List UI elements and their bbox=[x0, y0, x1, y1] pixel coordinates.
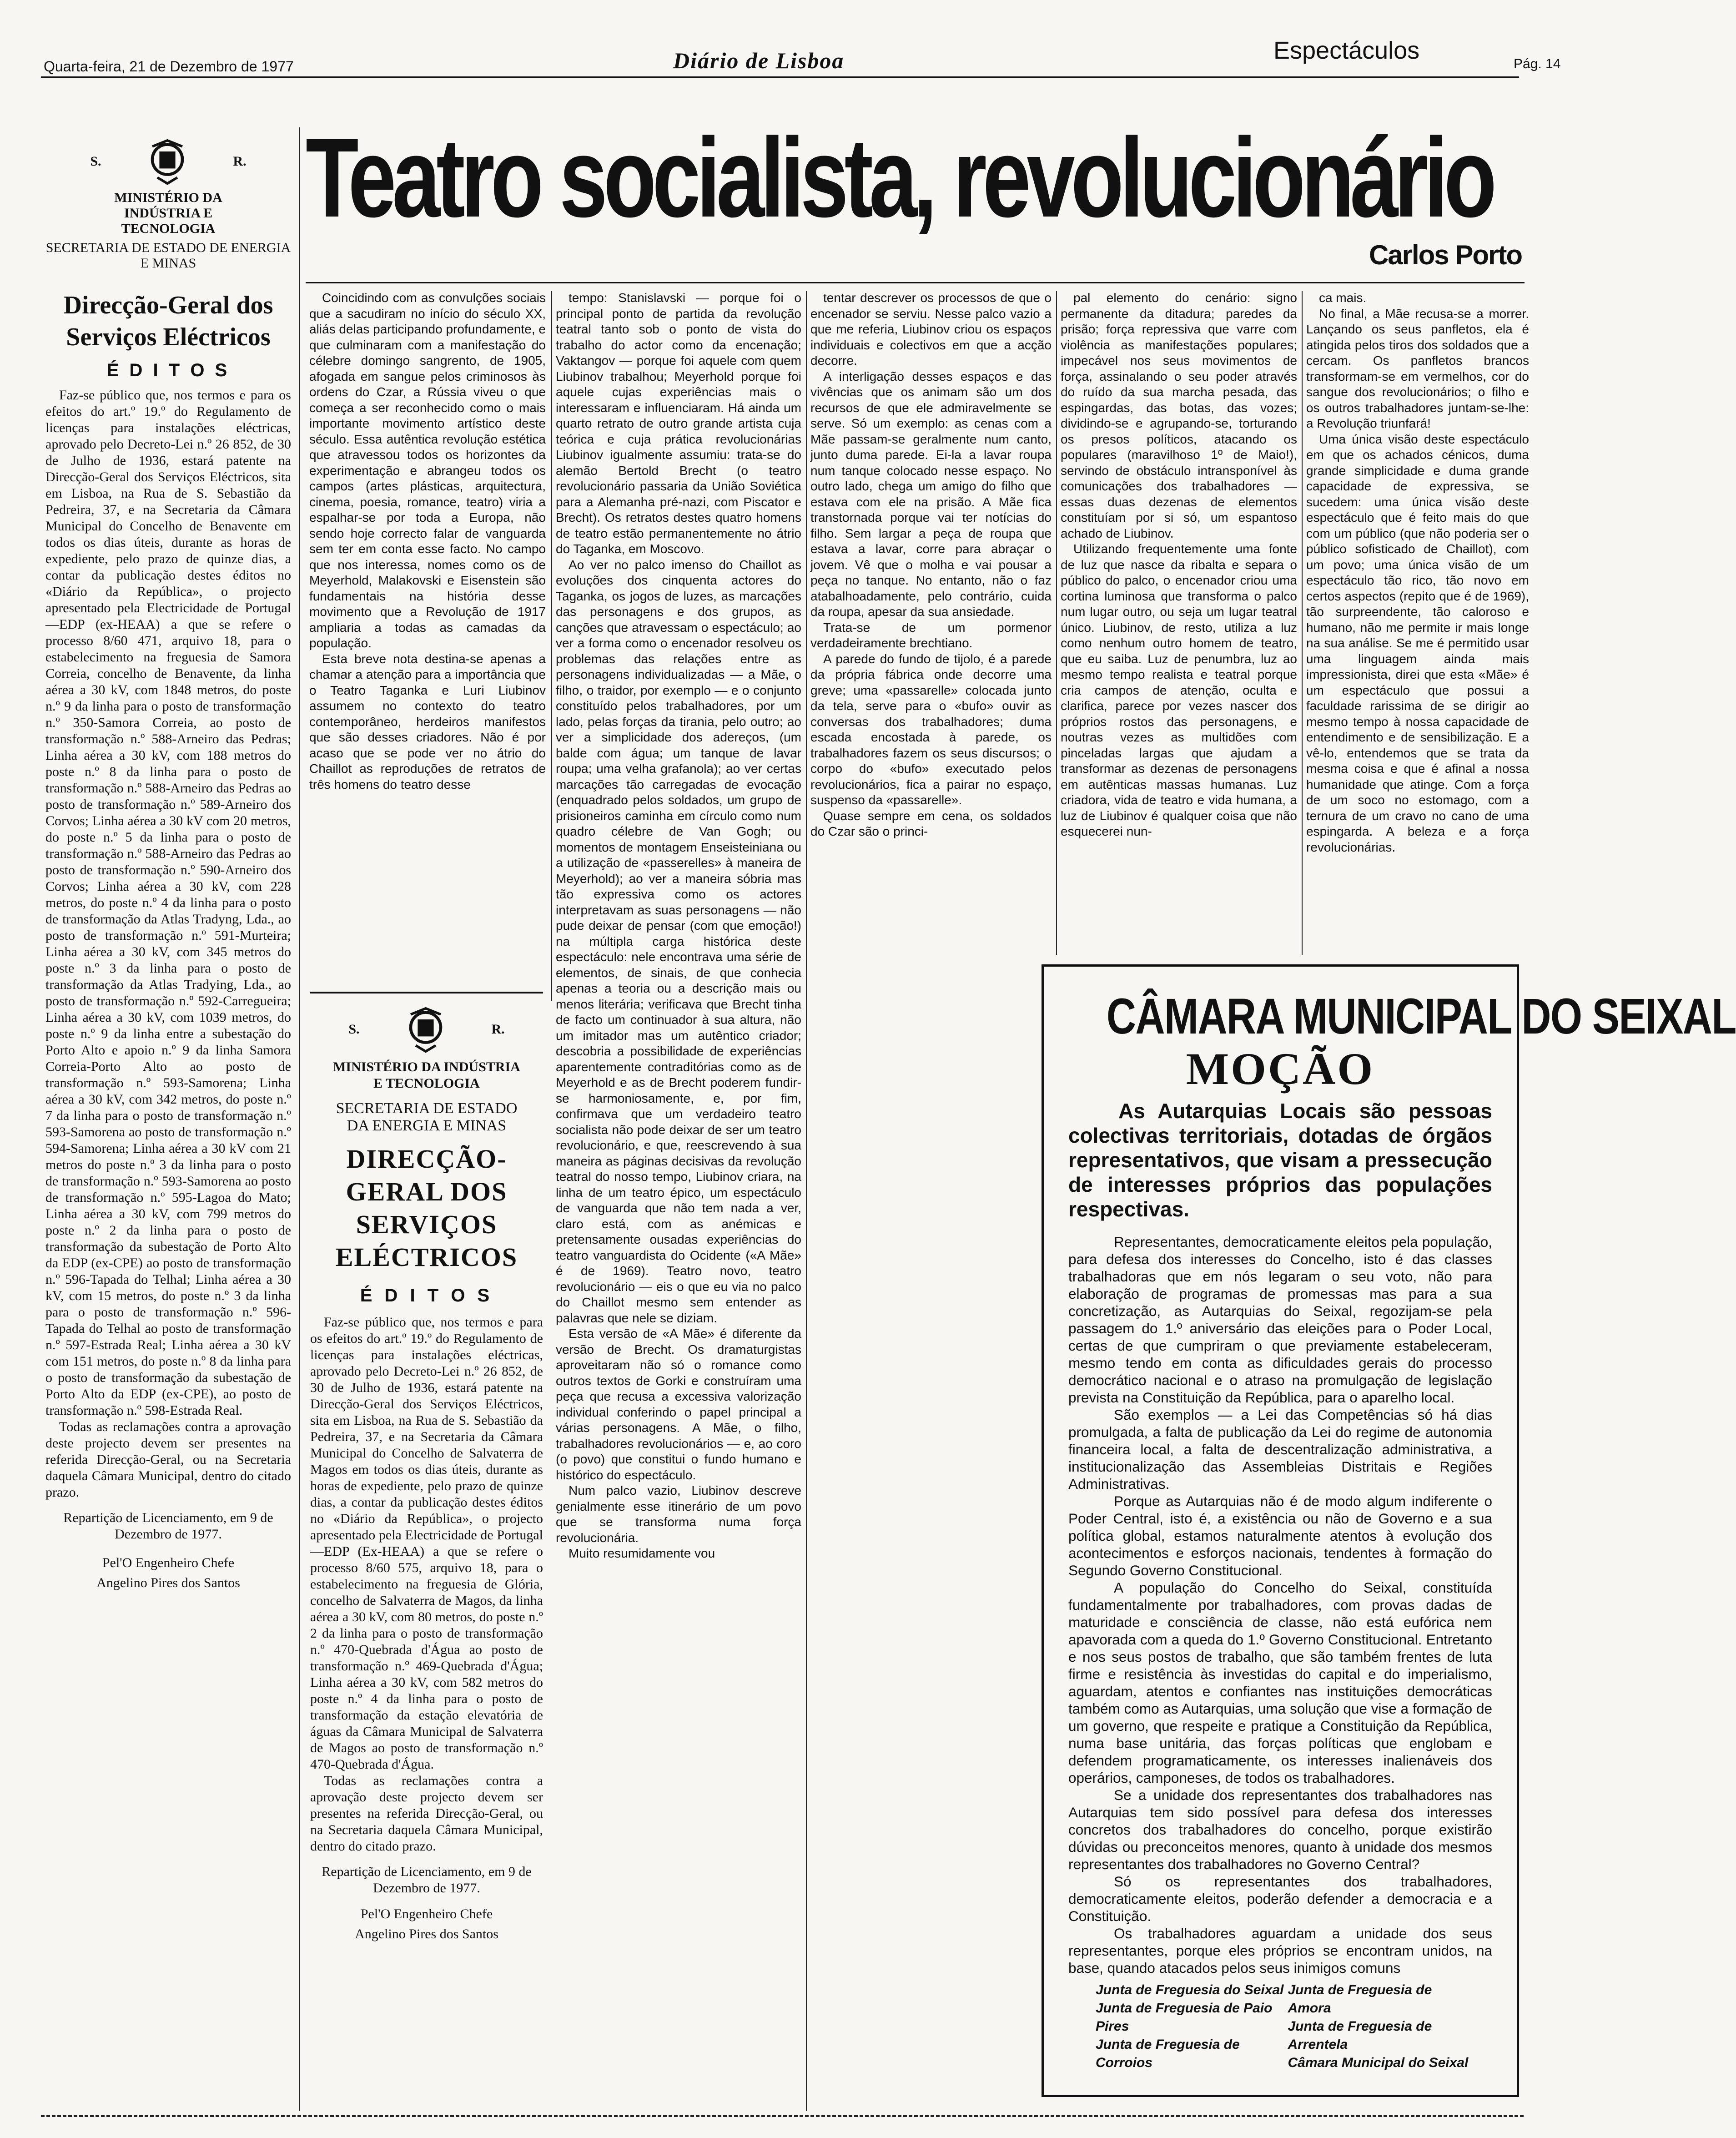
article-paragraph: Trata-se de um pormenor verdadeiramente brechtiano. bbox=[810, 620, 1052, 650]
mid-notice bbox=[310, 992, 543, 2108]
secretariat-name: SECRETARIA DE ESTADO DA ENERGIA E MINAS bbox=[336, 1100, 518, 1134]
article-paragraph: Uma única visão deste espectáculo em que os achados cénicos, duma grande simplicidade e duma grande capacidade de expressiva, se sucedem: uma única visão deste espectáculo que é feito mais do que com um público (que não poderia ser o público sofisticado de Chaillot), com um povo; uma única visão de um espectáculo tão rico, tão novo em certos aspectos (repito que é de 1969), tão surpreendente, tão caloroso e humano, não me permite ir mais longe na sua análise. Se me é permitido usar uma linguagem ainda mais impressionista, direi que esta «Mãe» é um espectáculo que possui a faculdade rarissima de se dirigir ao mesmo tempo à nossa capacidade de entendimento e de sensibilização. E a vê-lo, entendemos que se trata da mesma coisa e que é afinal a nossa humanidade que atinge. Com a força de um soco no estomago, com a ternura de um cravo no cano de uma espingarda. A beleza e a força revolucionárias. bbox=[1306, 432, 1529, 854]
motion-paragraph: Só os representantes dos trabalhadores, democraticamente eleitos, poderão defender a democracia e a Constituição. bbox=[1068, 1873, 1492, 1924]
column-rule bbox=[806, 291, 807, 2111]
article-paragraph: Utilizando frequentemente uma fonte de luz que nasce da ribalta e separa o público do palco, o encenador criou uma cortina luminosa que transforma o palco num lugar outro, ou seja um lugar teatral único. Liubinov, de resto, utiliza a luz como nenhum outro homem de teatro, que eu saiba. Luz de penumbra, luz ao mesmo tempo realista e teatral porque cria campos de atenção, oculta e clarifica, parece por vezes nascer dos próprios rostos das personagens, e noutras vezes as multidões com pinceladas largas que ajudam a transformar as dezenas de personagens em autênticas massas humanas. Luz criadora, vida de teatro e vida humana, a luz de Liubinov é qualquer coisa que não esquecerei nun- bbox=[1061, 542, 1297, 838]
motion-paragraph: Se a unidade dos representantes dos trabalhadores nas Autarquias tem sido possível para defesa dos interesses concretos dos trabalhadores do concelho, porque existirão dúvidas ou preconceitos menores, quanto à unidade dos mesmos representantes dos trabalhadores no Governo Central? bbox=[1068, 1787, 1492, 1872]
article-paragraph: Ao ver no palco imenso do Chaillot as evoluções dos cinquenta actores do Taganka, os jogos de luzes, as marcações das personagens e dos grupos, as canções que atravessam o espectáculo; ao ver a forma como o encenador resolveu os problemas das relações entre as personagens individualizadas — a Mãe, o filho, o traidor, por exemplo — e o conjunto constituído pelos trabalhadores, por um lado, pelas forças da tirania, pelo outro; ao ver a simplicidade dos adereços, (um balde com água; um tanque de lavar roupa; uma velha grafanola); ao ver certas marcações tão carregadas de evocação (enquadrado pelos soldados, um grupo de prisioneiros caminha em círculo como num quadro célebre de Van Gogh; ou momentos de montagem Enseisteiniana ou a utilização de «passerelles» à maneira de Meyerhold); ao ver a maneira sóbria mas tão expressiva como os actores interpretavam as suas personagens — não pude deixar de pensar (com que emoção!) na múltipla carga histórica deste espectáculo: nele encontrava uma série de elementos, de sinais, de que conhecia apenas a teoria ou a descrição mais ou menos literária; verificava que Brecht tinha de facto um continuador à sua altura, não um imitador mas um autêntico criador; descobria a possibilidade de experiências aparentemente contraditórias como as de Meyerhold e as de Brecht poderem fundir-se harmoniosamente, e, por fim, confirmava que um verdadeiro teatro socialista não pode deixar de ser um teatro revolucionário, e que, reescrevendo à sua maneira as páginas decisivas da revolução teatral do nosso tempo, Liubinov criara, na linha de um teatro épico, um espectáculo de vanguarda que não tem nada a ver, claro está, com as anémicas e pretensamente ousadas experiências do teatro vanguardista do Ocidente («A Mãe» é de 1969). Teatro novo, teatro revolucionário — eis o que eu via no palco do Chaillot mesmo sem entender as palavras que nele se diziam. bbox=[556, 557, 801, 1325]
article-paragraph: ca mais. bbox=[1319, 291, 1367, 305]
page-number: Pág. 14 bbox=[1514, 56, 1561, 71]
article-paragraph: No final, a Mãe recusa-se a morrer. Lançando os seus panfletos, ela é atingida pelos tiros dos soldados que a cercam. Os panfletos brancos transformam-se em vermelhos, cor do sangue dos revolucionários; o filho e os outros trabalhadores juntam-se-lhe: a Revolução triunfará! bbox=[1306, 306, 1529, 430]
seixal-body bbox=[1068, 1233, 1492, 1977]
byline-rule bbox=[306, 282, 1525, 283]
crest-s-letter: S. bbox=[90, 154, 101, 169]
editos-title: É D I T O S bbox=[106, 360, 230, 380]
mid-notice-crest bbox=[310, 1004, 543, 1054]
ministry-name: MINISTÉRIO DA INDÚSTRIA E TECNOLOGIA bbox=[114, 190, 222, 236]
column-rule bbox=[299, 127, 300, 2111]
seixal-lead: As Autarquias Locais são pessoas colectivas territoriais, dotadas de órgãos representativos, que visam a pressecução de interesses próprios das populações respectivas. bbox=[1068, 1099, 1492, 1221]
mid-notice-body bbox=[310, 1314, 543, 1855]
header-rule bbox=[41, 76, 1519, 78]
article-paragraph: Muito resumidamente vou bbox=[569, 1546, 715, 1560]
article-paragraph: A parede do fundo de tijolo, é a parede da própria fábrica onde decorre uma greve; uma «passarelle» colocada junto da tela, serve para o «bufo» ouvir as conversas dos trabalhadores; duma escada encostada à parede, os trabalhadores fazem os seus discursos; o corpo do «bufo» executado pelos revolucionários, fica a pairar no espaço, suspenso da «passarelle». bbox=[810, 651, 1052, 807]
directorate-name: Direcção-Geral dos Serviços Eléctricos bbox=[63, 291, 273, 351]
left-notice-body bbox=[45, 387, 291, 1501]
article-paragraph: A interligação desses espaços e das vivências que os animam são um dos recursos de que ele admiravelmente se serve. Só um exemplo: as cenas com a Mãe passam-se geralmente num canto, junto duma parede. Ei-la a lavar roupa num tanque colocado nesse espaço. No outro lado, chega um amigo do filho que estava com ele na prisão. A Mãe fica transtornada porque vai ter notícias do filho. Sem largar a peça de roupa que estava a lavar, corre para abraçar o jovem. Vê que o molha e vai pousar a peça no tanque. No entanto, não o faz atabalhoadamente, pelo contrário, cuida da roupa, apesar da sua ansiedade. bbox=[810, 369, 1052, 619]
motion-paragraph: Representantes, democraticamente eleitos pela população, para defesa dos interesses do Concelho, isto é das classes trabalhadoras que em nós legaram o seu voto, não para elaboração de programas de promessas mas para a sua concretização, as Autarquias do Seixal, regozijam-se pela passagem do 1.º aniversário das eleições para o Poder Local, certas de que cumpriram o que previamente estabeleceram, mesmo tendo em conta as dificuldades gerais do processo democrático nacional e o atraso na promulgação de legislação prevista na Constituição da República, para o aparelho local. bbox=[1068, 1234, 1492, 1406]
newspaper-name: Diário de Lisboa bbox=[673, 48, 845, 73]
crest-r-letter: R. bbox=[233, 154, 247, 169]
signatory: Junta de Freguesia de Arrentela bbox=[1288, 2019, 1432, 2052]
signatory: Junta de Freguesia de Amora bbox=[1288, 1982, 1432, 2016]
signatory: Junta de Freguesia de Paio Pires bbox=[1096, 2001, 1273, 2034]
article-column-5 bbox=[1306, 290, 1529, 855]
article-paragraph: Esta versão de «A Mãe» é diferente da versão de Brecht. Os dramaturgistas aproveitaram não só o romance como outros textos de Gorki e construíram uma peça que recusa a excessiva valorização individual conferindo o papel principal a várias personagens. A Mãe, o filho, trabalhadores revolucionários — e, ao coro (o povo) que constitui o fundo humano e histórico do espectáculo. bbox=[556, 1326, 801, 1482]
article-column-3 bbox=[810, 290, 1052, 840]
crest-r-letter: R. bbox=[491, 1022, 505, 1037]
signatory: Câmara Municipal do Seixal bbox=[1288, 2055, 1469, 2070]
article-paragraph: Num palco vazio, Liubinov descreve genialmente esse itinerário de um povo que se transforma numa força revolucionária. bbox=[556, 1483, 801, 1545]
motion-paragraph: Os trabalhadores aguardam a unidade dos seus representantes, porque eles próprios se encontram unidos, na base, quando atacados pelos seus inimigos comuns bbox=[1068, 1925, 1492, 1976]
signatories-right bbox=[1288, 1981, 1493, 2072]
bottom-dashed-rule bbox=[41, 2115, 1524, 2117]
coat-of-arms-icon bbox=[401, 1004, 451, 1054]
header-date: Quarta-feira, 21 de Dezembro de 1977 bbox=[44, 58, 294, 75]
ministry-name: MINISTÉRIO DA INDÚSTRIA E TECNOLOGIA bbox=[333, 1059, 520, 1091]
crest-s-letter: S. bbox=[348, 1022, 360, 1037]
notice-signer-title: Pel'O Engenheiro Chefe bbox=[102, 1555, 235, 1570]
directorate-name: DIRECÇÃO-GERAL DOS SERVIÇOS ELÉCTRICOS bbox=[335, 1144, 518, 1272]
column-rule bbox=[1302, 291, 1303, 955]
article-headline: Teatro socialista, revolucionário bbox=[306, 114, 1493, 241]
column-rule bbox=[1056, 291, 1057, 955]
column-rule bbox=[551, 291, 552, 1001]
notice-text: Faz-se público que, nos termos e para os efeitos do art.º 19.º do Regulamento de licenças para instalações eléctricas, aprovado pelo Decreto-Lei n.º 26 852, de 30 de Julho de 1936, estará patente na Direcção-Geral dos Serviços Eléctricos, sita em Lisboa, na Rua de S. Sebastião da Pedreira, 37, e na Secretaria da Câmara Municipal do Concelho de Benavente em todos os dias úteis, durante as horas de expediente, pelo prazo de quinze dias, a contar da publicação destes éditos no «Diário da República», o projecto apresentado pela Electricidade de Portugal—EDP (ex-HEAA) a que se refere o processo 8/60 471, arquivo 18, para o estabelecimento na freguesia de Samora Correia, concelho de Benavente, da linha aérea a 30 kV, com 1848 metros, do poste n.º 9 da linha para o posto de transformação n.º 350-Samora Correia, ao posto de transformação n.º 588-Arneiro das Pedras; Linha aérea a 30 kV, com 188 metros do poste n.º 8 da linha para o posto de transformação n.º 588-Arneiro das Pedras ao posto de transformação n.º 589-Arneiro dos Corvos; Linha aérea a 30 kV com 20 metros, do poste n.º 5 da linha para o posto de transformação n.º 588-Arneiro das Pedras ao posto de transformação n.º 590-Arneiro dos Corvos; Linha aérea a 30 kV, com 228 metros, do poste n.º 4 da linha para o posto de transformação da Atlas Tradyng, Lda., ao posto de transformação n.º 591-Murteira; Linha aérea a 30 kV, com 345 metros do poste n.º 3 da linha para o posto de transformação da Atlas Tradying, Lda., ao posto de transformação n.º 592-Carregueira; Linha aérea a 30 kV, com 1039 metros, do poste n.º 9 da linha entre a subestação do Porto Alto e apoio n.º 9 da linha Samora Correia-Porto Alto ao posto de transformação n.º 593-Samorena; Linha aérea a 30 kV, com 342 metros, do poste n.º 7 da linha para o posto de transformação n.º 593-Samorena ao posto de transformação n.º 594-Samorena; Linha aérea a 30 kV com 21 metros do poste n.º 3 da linha para o posto de transformação n.º 593-Samorena ao posto de transformação n.º 595-Lagoa do Mato; Linha aérea a 30 kV, com 799 metros do poste n.º 2 da linha para o posto de transformação da subestação de Porto Alto da EDP (ex-CPE) ao posto de transformação n.º 596-Tapada do Telhal; Linha aérea a 30 kV, com 15 metros, do poste n.º 3 da linha para o posto de transformação n.º 596-Tapada do Telhal ao posto de transformação n.º 597-Estrada Real; Linha aérea a 30 kV com 151 metros, do poste n.º 8 da linha para o posto de transformação da subestação de Porto Alto da EDP (ex-CPE), ao posto de transformação n.º 598-Estrada Real. bbox=[45, 388, 291, 1418]
seixal-motion-box bbox=[1042, 964, 1736, 2097]
article-paragraph: Esta breve nota destina-se apenas a chamar a atenção para a importância que o Teatro Taganka e Luri Liubinov assumem no contexto do teatro contemporâneo, herdeiros manifestos que são desses criadores. Não é por acaso que se pode ver no átrio do Chaillot as reproduções de retratos de três homens do teatro desse bbox=[309, 651, 546, 792]
section-name: Espectáculos bbox=[1273, 37, 1420, 64]
editos-title: É D I T O S bbox=[360, 1286, 493, 1306]
notice-signer-title: Pel'O Engenheiro Chefe bbox=[360, 1906, 493, 1921]
seixal-subtitle: MOÇÃO bbox=[1186, 1044, 1375, 1094]
notice-signer: Angelino Pires dos Santos bbox=[355, 1926, 498, 1941]
notice-office: Repartição de Licenciamento, em 9 de Dezembro de 1977. bbox=[63, 1510, 273, 1542]
notice-signer: Angelino Pires dos Santos bbox=[96, 1575, 240, 1590]
secretariat-name: SECRETARIA DE ESTADO DE ENERGIA E MINAS bbox=[45, 240, 291, 271]
notice-complaints: Todas as reclamações contra a aprovação deste projecto devem ser presentes na referida Direcção-Geral, ou na Secretaria daquela Câmara Municipal, dentro do citado prazo. bbox=[45, 1419, 291, 1500]
signatory: Junta de Freguesia de Corroios bbox=[1096, 2037, 1240, 2070]
article-byline: Carlos Porto bbox=[1369, 240, 1522, 270]
article-paragraph: pal elemento do cenário: signo permanente da ditadura; paredes da prisão; força repressiva que varre com violência as manifestações populares; impecável nos seus movimentos de força, assinalando o seu poder através do ruído da sua marcha pesada, das espingardas, das botas, das vozes; dividindo-se e agrupando-se, torturando os presos políticos, atacando os populares (maravilhoso 1º de Maio!), servindo de obstáculo intransponível às comunicações dos trabalhadores — essas duas dezenas de elementos constituíam por si só, um espantoso achado de Liubinov. bbox=[1061, 291, 1297, 540]
article-column-4 bbox=[1061, 290, 1297, 840]
signatory: Junta de Freguesia do Seixal bbox=[1096, 1982, 1284, 1997]
notice-text: Faz-se público que, nos termos e para os efeitos do art.º 19.º do Regulamento de licenças para instalações eléctricas, aprovado pelo Decreto-Lei n.º 26 852, de 30 de Julho de 1936, estará patente na Direcção-Geral dos Serviços Eléctricos, sita em Lisboa, na Rua de S. Sebastião da Pedreira, 37, e na Secretaria da Câmara Municipal do Concelho de Salvaterra de Magos em todos os dias úteis, durante as horas de expediente, pelo prazo de quinze dias, a contar da publicação destes éditos no «Diário da República», o projecto apresentado pela Electricidade de Portugal—EDP (Ex-HEAA) a que se refere o processo 8/60 575, arquivo 18, para o estabelecimento na freguesia de Glória, concelho de Salvaterra de Magos, da linha aérea a 30 kV, com 80 metros, do poste n.º 2 da linha para o posto de transformação n.º 470-Quebrada d'Água ao posto de transformação n.º 469-Quebrada d'Água; Linha aérea a 30 kV, com 582 metros do poste n.º 4 da linha para o posto de transformação da estação elevatória de águas da Câmara Municipal de Salvaterra de Magos ao posto de transformação n.º 470-Quebrada d'Água. bbox=[310, 1315, 543, 1772]
signatories-left bbox=[1068, 1981, 1288, 2072]
article-paragraph: tempo: Stanislavski — porque foi o principal ponto de partida da revolução teatral tanto sob o ponto de vista do trabalho do actor como da encenação; Vaktangov — porque foi aquele com quem Liubinov trabalhou; Meyerhold porque foi aquele cujas experiências mais o interessaram e influenciaram. Há ainda um quarto retrato de outro grande artista cuja teórica e cuja prática revolucionárias Liubinov igualmente assumiu: trata-se do alemão Bertold Brecht (o teatro revolucionário passaria da União Soviética para a Alemanha pré-nazi, com Piscator e Brecht). Os retratos destes quatro homens de teatro estão permanentemente no átrio do Taganka, em Moscovo. bbox=[556, 291, 801, 556]
motion-paragraph: Porque as Autarquias não é de modo algum indiferente o Poder Central, isto é, a existência ou não de Governo e a sua política global, estamos naturalmente atentos à evolução dos acontecimentos e esforços nacionais, tendentes à formação do Segundo Governo Constitucional. bbox=[1068, 1493, 1492, 1578]
seixal-signatories bbox=[1068, 1981, 1492, 2072]
article-column-1 bbox=[309, 290, 546, 792]
notice-complaints: Todas as reclamações contra a aprovação deste projecto devem ser presentes na referida Direcção-Geral, ou na Secretaria daquela Câmara Municipal, dentro do citado prazo. bbox=[310, 1773, 543, 1854]
article-column-2 bbox=[556, 290, 801, 1562]
motion-paragraph: São exemplos — a Lei das Competências só há dias promulgada, a falta de publicação da Lei do regime de autonomia financeira local, a falta de descentralização administrativa, a institucionalização das Assembleias Distritais e Regiões Administrativas. bbox=[1068, 1407, 1492, 1492]
article-paragraph: Quase sempre em cena, os soldados do Czar são o princi- bbox=[810, 808, 1052, 838]
seixal-title: CÂMARA MUNICIPAL DO SEIXAL bbox=[1106, 988, 1736, 1044]
article-paragraph: tentar descrever os processos de que o encenador se serviu. Nesse palco vazio a que me referia, Liubinov criou os espaços individuais e colectivos em que a acção decorre. bbox=[810, 291, 1052, 368]
notice-office: Repartição de Licenciamento, em 9 de Dezembro de 1977. bbox=[322, 1864, 532, 1896]
left-notice-crest bbox=[45, 136, 291, 187]
article-paragraph: Coincidindo com as convulções sociais que a sacudiram no início do século XX, aliás delas participando profundamente, e que culminaram com a manifestação do célebre domingo sangrento, de 1905, afogada em sangue pelos criminosos às ordens do Czar, a Rússia viveu o que começa a ser reconhecido como o mais importante movimento artístico deste século. Essa autêntica revolução estética que atravessou todos os horizontes da experimentação e abrangeu todos os campos (artes plásticas, arquitectura, cinema, poesia, romance, teatro) viria a espalhar-se por toda a Europa, não sendo hoje correcto falar de vanguarda sem ter em conta esse facto. No campo que nos interessa, nomes como os de Meyerhold, Malakovski e Eisenstein são fundamentais na história desse movimento que a Revolução de 1917 ampliaria a todas as camadas da população. bbox=[309, 291, 546, 650]
left-notice bbox=[45, 136, 291, 1591]
motion-paragraph: A população do Concelho do Seixal, constituída fundamentalmente por trabalhadores, com provas dadas de maturidade e consciência de classe, não está eufórica nem apavorada com a queda do 1.º Governo Constitucional. Entretanto e nos seus postos de trabalho, que são também frentes de luta firme e resistência às investidas do capital e do imperialismo, aguardam, atentos e confiantes nas instituições democráticas também como as Autarquias, uma solução que vise a formação de um governo, que respeite e pratique a Constituição da República, numa base unitária, das forças políticas que englobam e defendem programaticamente, os interesses inalienáveis dos operários, camponeses, de todos os trabalhadores. bbox=[1068, 1579, 1492, 1786]
coat-of-arms-icon bbox=[142, 136, 192, 187]
